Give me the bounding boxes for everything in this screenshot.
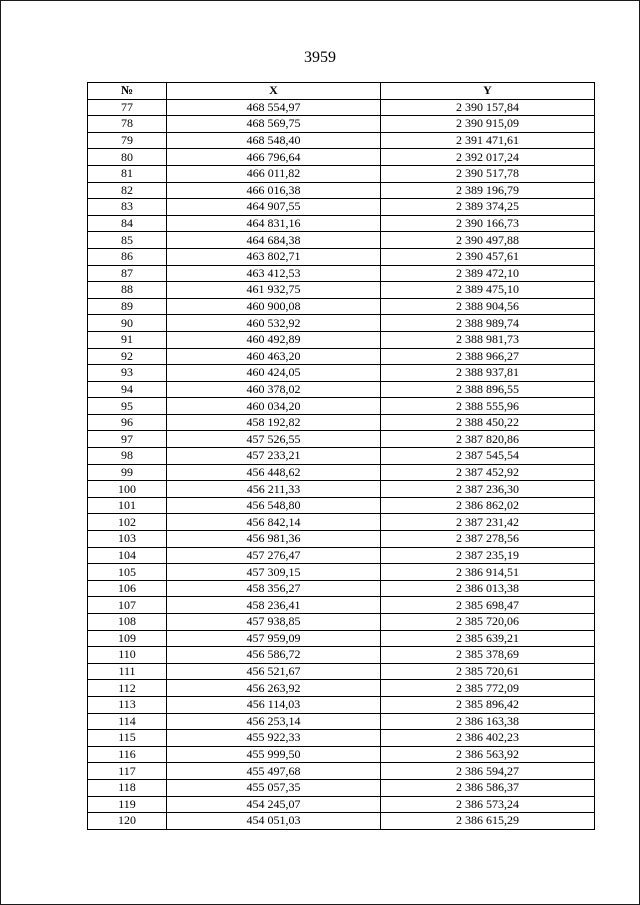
cell-number: 91 [88,331,167,348]
cell-y: 2 386 573,24 [381,796,595,813]
cell-y: 2 389 472,10 [381,265,595,282]
cell-y: 2 385 698,47 [381,597,595,614]
cell-y: 2 388 896,55 [381,381,595,398]
cell-x: 461 932,75 [167,282,381,299]
cell-x: 456 548,80 [167,497,381,514]
cell-x: 455 497,68 [167,763,381,780]
cell-y: 2 387 545,54 [381,448,595,465]
cell-x: 456 263,92 [167,680,381,697]
table-row [88,630,595,647]
table-row [88,680,595,697]
cell-number: 80 [88,149,167,166]
cell-y: 2 385 720,61 [381,663,595,680]
table-row [88,663,595,680]
cell-y: 2 386 594,27 [381,763,595,780]
cell-number: 114 [88,713,167,730]
header-number: № [88,83,167,100]
cell-number: 77 [88,99,167,116]
cell-number: 96 [88,414,167,431]
cell-number: 107 [88,597,167,614]
cell-x: 466 011,82 [167,165,381,182]
cell-x: 457 233,21 [167,448,381,465]
table-row [88,464,595,481]
cell-x: 460 900,08 [167,298,381,315]
cell-y: 2 385 896,42 [381,696,595,713]
cell-y: 2 387 235,19 [381,547,595,564]
table-row [88,647,595,664]
table-row [88,381,595,398]
cell-number: 98 [88,448,167,465]
cell-number: 105 [88,564,167,581]
cell-number: 89 [88,298,167,315]
cell-number: 102 [88,514,167,531]
table-row [88,116,595,133]
cell-y: 2 391 471,61 [381,132,595,149]
cell-number: 103 [88,531,167,548]
cell-y: 2 390 157,84 [381,99,595,116]
cell-x: 458 192,82 [167,414,381,431]
cell-number: 117 [88,763,167,780]
cell-y: 2 386 013,38 [381,580,595,597]
cell-number: 110 [88,647,167,664]
cell-x: 457 309,15 [167,564,381,581]
cell-number: 118 [88,779,167,796]
table-row [88,696,595,713]
cell-y: 2 388 904,56 [381,298,595,315]
table-row [88,398,595,415]
cell-number: 109 [88,630,167,647]
cell-y: 2 387 231,42 [381,514,595,531]
table-row [88,497,595,514]
cell-y: 2 385 378,69 [381,647,595,664]
cell-number: 85 [88,232,167,249]
cell-y: 2 386 163,38 [381,713,595,730]
cell-y: 2 388 966,27 [381,348,595,365]
cell-number: 87 [88,265,167,282]
cell-number: 119 [88,796,167,813]
cell-number: 78 [88,116,167,133]
table-row [88,331,595,348]
cell-y: 2 387 236,30 [381,481,595,498]
table-row [88,248,595,265]
cell-number: 92 [88,348,167,365]
table-row [88,199,595,216]
table-row [88,813,595,830]
table-row [88,514,595,531]
cell-y: 2 390 517,78 [381,165,595,182]
table-row [88,763,595,780]
cell-x: 464 831,16 [167,215,381,232]
cell-x: 457 959,09 [167,630,381,647]
cell-x: 456 981,36 [167,531,381,548]
cell-number: 120 [88,813,167,830]
cell-x: 468 569,75 [167,116,381,133]
table-row [88,165,595,182]
cell-x: 455 922,33 [167,730,381,747]
cell-number: 93 [88,365,167,382]
table-row [88,282,595,299]
table-row [88,448,595,465]
cell-number: 83 [88,199,167,216]
table-row [88,99,595,116]
cell-x: 457 276,47 [167,547,381,564]
cell-number: 86 [88,248,167,265]
cell-x: 458 356,27 [167,580,381,597]
table-row [88,796,595,813]
cell-x: 456 521,67 [167,663,381,680]
cell-y: 2 390 457,61 [381,248,595,265]
cell-x: 456 448,62 [167,464,381,481]
cell-y: 2 387 452,92 [381,464,595,481]
cell-x: 464 684,38 [167,232,381,249]
cell-number: 82 [88,182,167,199]
cell-y: 2 386 586,37 [381,779,595,796]
cell-x: 456 586,72 [167,647,381,664]
table-row [88,730,595,747]
cell-number: 84 [88,215,167,232]
cell-y: 2 385 720,06 [381,614,595,631]
cell-x: 463 802,71 [167,248,381,265]
table-header-row [88,83,595,100]
cell-x: 466 016,38 [167,182,381,199]
cell-number: 94 [88,381,167,398]
cell-x: 454 051,03 [167,813,381,830]
table-row [88,265,595,282]
cell-y: 2 388 981,73 [381,331,595,348]
cell-x: 460 532,92 [167,315,381,332]
cell-x: 460 378,02 [167,381,381,398]
table-row [88,215,595,232]
cell-x: 468 548,40 [167,132,381,149]
cell-x: 456 253,14 [167,713,381,730]
cell-y: 2 389 196,79 [381,182,595,199]
cell-x: 463 412,53 [167,265,381,282]
cell-x: 457 938,85 [167,614,381,631]
table-row [88,149,595,166]
cell-x: 455 057,35 [167,779,381,796]
table-row [88,298,595,315]
cell-number: 113 [88,696,167,713]
cell-number: 97 [88,431,167,448]
cell-x: 457 526,55 [167,431,381,448]
cell-x: 460 424,05 [167,365,381,382]
cell-x: 460 492,89 [167,331,381,348]
cell-y: 2 385 772,09 [381,680,595,697]
table-row [88,531,595,548]
table-row [88,348,595,365]
cell-y: 2 390 166,73 [381,215,595,232]
cell-number: 81 [88,165,167,182]
table-row [88,431,595,448]
cell-x: 455 999,50 [167,746,381,763]
cell-y: 2 390 497,88 [381,232,595,249]
cell-number: 111 [88,663,167,680]
cell-x: 458 236,41 [167,597,381,614]
cell-x: 456 211,33 [167,481,381,498]
cell-x: 456 842,14 [167,514,381,531]
coordinates-table [87,82,595,830]
cell-y: 2 386 402,23 [381,730,595,747]
cell-number: 101 [88,497,167,514]
cell-number: 112 [88,680,167,697]
cell-x: 460 034,20 [167,398,381,415]
cell-y: 2 388 450,22 [381,414,595,431]
cell-number: 106 [88,580,167,597]
cell-x: 466 796,64 [167,149,381,166]
table-row [88,365,595,382]
header-y: Y [381,83,595,100]
table-row [88,779,595,796]
cell-y: 2 388 937,81 [381,365,595,382]
cell-y: 2 386 914,51 [381,564,595,581]
cell-y: 2 385 639,21 [381,630,595,647]
cell-number: 100 [88,481,167,498]
cell-y: 2 388 989,74 [381,315,595,332]
table-row [88,315,595,332]
table-row [88,580,595,597]
cell-number: 90 [88,315,167,332]
cell-number: 95 [88,398,167,415]
cell-y: 2 390 915,09 [381,116,595,133]
header-x: X [167,83,381,100]
table-row [88,481,595,498]
cell-number: 99 [88,464,167,481]
table-row [88,132,595,149]
cell-number: 104 [88,547,167,564]
page-number: 3959 [304,49,336,66]
table-row [88,547,595,564]
cell-x: 456 114,03 [167,696,381,713]
table-row [88,564,595,581]
cell-number: 116 [88,746,167,763]
cell-x: 454 245,07 [167,796,381,813]
cell-y: 2 392 017,24 [381,149,595,166]
table-body [88,99,595,829]
table-row [88,232,595,249]
table-row [88,182,595,199]
cell-y: 2 388 555,96 [381,398,595,415]
cell-y: 2 386 862,02 [381,497,595,514]
cell-y: 2 389 475,10 [381,282,595,299]
cell-number: 115 [88,730,167,747]
cell-y: 2 389 374,25 [381,199,595,216]
cell-x: 460 463,20 [167,348,381,365]
table-row [88,597,595,614]
cell-x: 464 907,55 [167,199,381,216]
cell-x: 468 554,97 [167,99,381,116]
table-row [88,414,595,431]
cell-y: 2 387 278,56 [381,531,595,548]
table-row [88,713,595,730]
cell-number: 108 [88,614,167,631]
cell-number: 88 [88,282,167,299]
cell-y: 2 386 615,29 [381,813,595,830]
cell-y: 2 387 820,86 [381,431,595,448]
table-row [88,614,595,631]
cell-y: 2 386 563,92 [381,746,595,763]
table-row [88,746,595,763]
cell-number: 79 [88,132,167,149]
